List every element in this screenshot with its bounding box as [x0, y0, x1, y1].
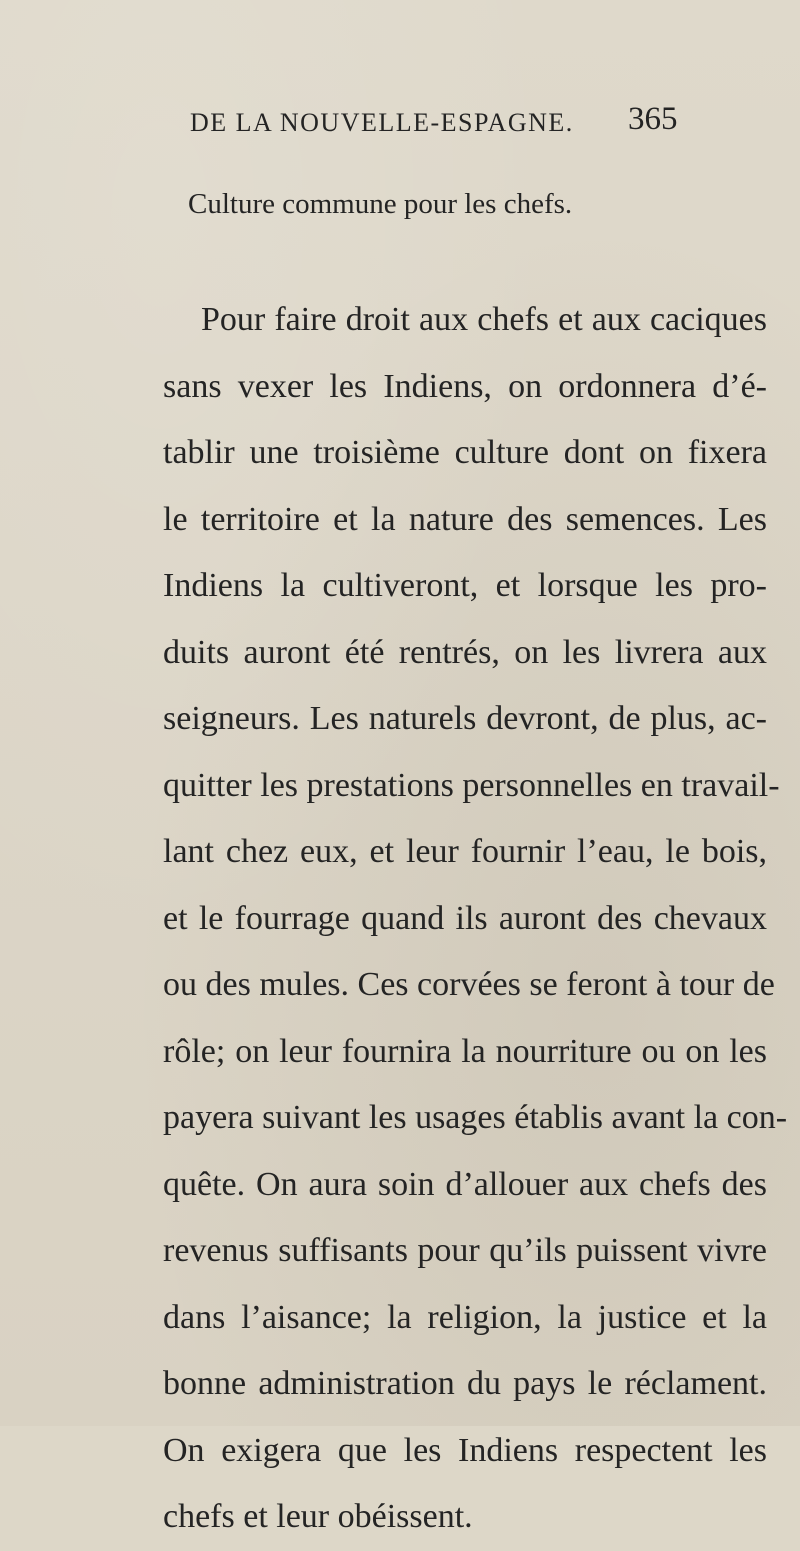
text-line: payera suivant les usages établis avant la con- — [163, 1099, 788, 1136]
text-line: Indiens la cultiveront, et lorsque les pro- — [163, 567, 767, 604]
text-line: dans l’aisance; la religion, la justice et la — [163, 1298, 767, 1336]
text-line: quête. On aura soin d’allouer aux chefs des — [163, 1165, 767, 1203]
text-line: On exigera que les Indiens respectent les — [163, 1431, 767, 1469]
page-number: 365 — [628, 101, 678, 137]
paragraph — [163, 287, 788, 1551]
text-line: le territoire et la nature des semences. Les — [163, 500, 767, 538]
text-line: rôle; on leur fournira la nourriture ou on les — [163, 1032, 767, 1070]
text-line: ou des mules. Ces corvées se feront à tour de — [163, 966, 775, 1003]
text-line: lant chez eux, et leur fournir l’eau, le bois, — [163, 833, 767, 870]
text-line: duits auront été rentrés, on les livrera aux — [163, 633, 767, 671]
text-line: Pour faire droit aux chefs et aux caciques — [201, 301, 767, 338]
text-line: seigneurs. Les naturels devront, de plus, ac- — [163, 700, 767, 737]
text-line: et le fourrage quand ils auront des chevaux — [163, 899, 767, 937]
section-heading: Culture commune pour les chefs. — [188, 188, 573, 220]
running-head-title: DE LA NOUVELLE-ESPAGNE. — [190, 108, 574, 137]
text-line: revenus suffisants pour qu’ils puissent vivre — [163, 1232, 767, 1269]
text-line: tablir une troisième culture dont on fixera — [163, 434, 767, 471]
text-line: bonne administration du pays le réclament. — [163, 1365, 767, 1402]
text-line: sans vexer les Indiens, on ordonnera d’é- — [163, 367, 767, 405]
text-line: chefs et leur obéissent. — [163, 1498, 473, 1535]
text-line: quitter les prestations personnelles en travail- — [163, 766, 780, 804]
